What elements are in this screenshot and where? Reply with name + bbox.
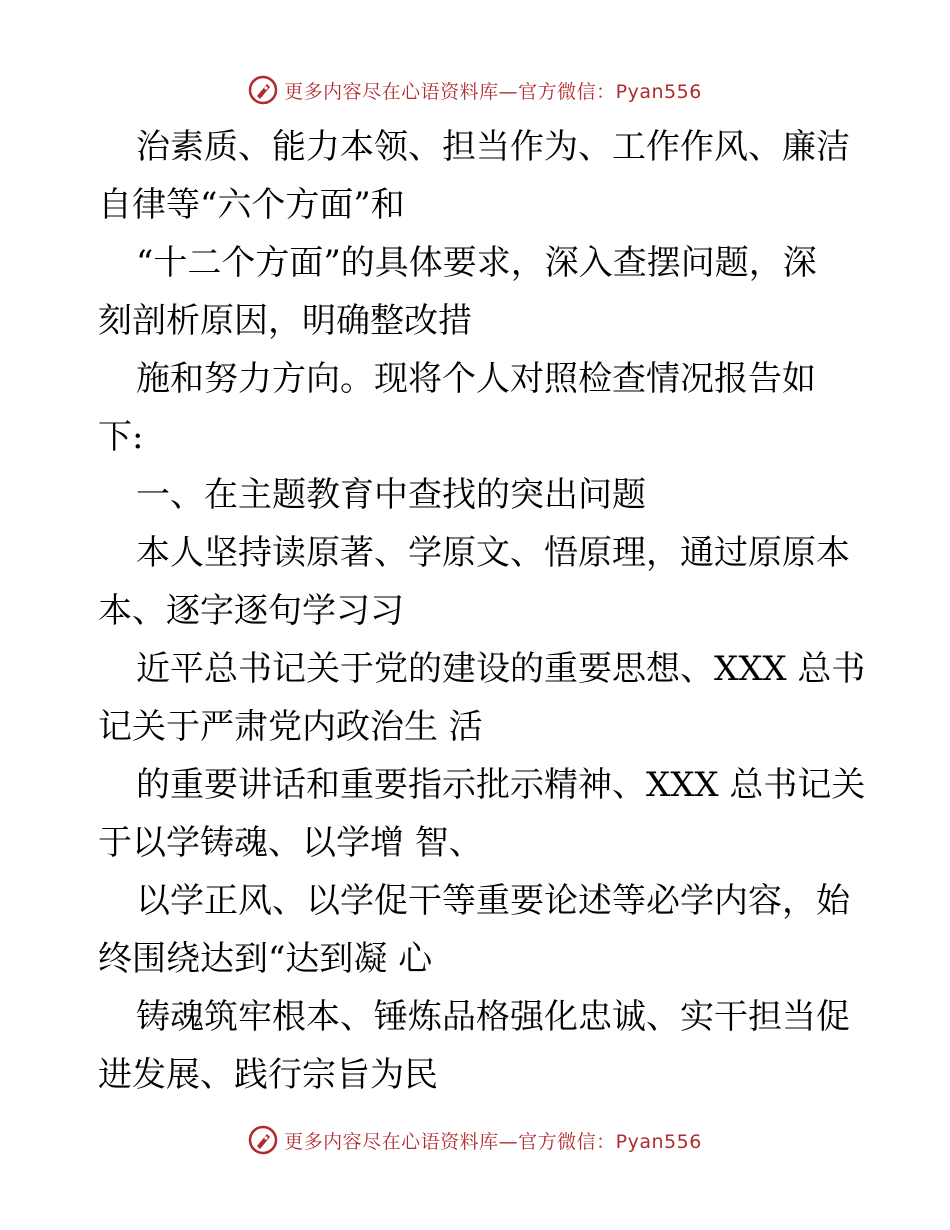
paragraph bbox=[98, 524, 858, 640]
paragraph-line: 治素质、能力本领、担当作为、工作作风、廉洁 bbox=[136, 127, 850, 167]
paragraph-line: 进发展、践行宗旨为民 bbox=[98, 1055, 438, 1095]
paragraph bbox=[98, 118, 858, 234]
header-watermark bbox=[0, 70, 950, 110]
paragraph-line: 本、逐字逐句学习习 bbox=[98, 591, 404, 631]
paragraph-line: 的重要讲话和重要指示批示精神、XXX 总书记关 bbox=[136, 765, 866, 805]
paragraph-line: 铸魂筑牢根本、锤炼品格强化忠诚、实干担当促 bbox=[136, 997, 850, 1037]
heading-text: 一、在主题教育中查找的突出问题 bbox=[136, 475, 646, 515]
paragraph-line: 施和努力方向。现将个人对照检查情况报告如 bbox=[136, 359, 816, 399]
paragraph-line: “十二个方面”的具体要求，深入查摆问题，深 bbox=[136, 243, 817, 283]
paragraph bbox=[98, 234, 858, 350]
paragraph bbox=[98, 988, 858, 1104]
pen-logo-icon bbox=[248, 1125, 278, 1155]
document-body bbox=[98, 118, 866, 1104]
paragraph-line: 以学正风、以学促干等重要论述等必学内容，始 bbox=[136, 881, 850, 921]
paragraph bbox=[98, 872, 858, 988]
paragraph-line: 刻剖析原因，明确整改措 bbox=[98, 301, 472, 341]
pen-logo-icon bbox=[248, 75, 278, 105]
paragraph bbox=[98, 640, 866, 756]
paragraph-line: 自律等“六个方面”和 bbox=[98, 185, 405, 225]
watermark-text: 更多内容尽在心语资料库—官方微信：Pyan556 bbox=[284, 1130, 702, 1153]
footer-watermark bbox=[0, 1120, 950, 1160]
paragraph bbox=[98, 756, 866, 872]
paragraph-line: 于以学铸魂、以学增 智、 bbox=[98, 823, 483, 863]
paragraph-line: 本人坚持读原著、学原文、悟原理，通过原原本 bbox=[136, 533, 850, 573]
paragraph bbox=[98, 350, 858, 466]
paragraph-line: 终围绕达到“达到凝 心 bbox=[98, 939, 433, 979]
paragraph-line: 近平总书记关于党的建设的重要思想、XXX 总书 bbox=[136, 649, 866, 689]
paragraph-line: 下: bbox=[98, 417, 144, 457]
watermark-text: 更多内容尽在心语资料库—官方微信：Pyan556 bbox=[284, 80, 702, 103]
paragraph-line: 记关于严肃党内政治生 活 bbox=[98, 707, 483, 747]
section-heading bbox=[98, 466, 858, 524]
